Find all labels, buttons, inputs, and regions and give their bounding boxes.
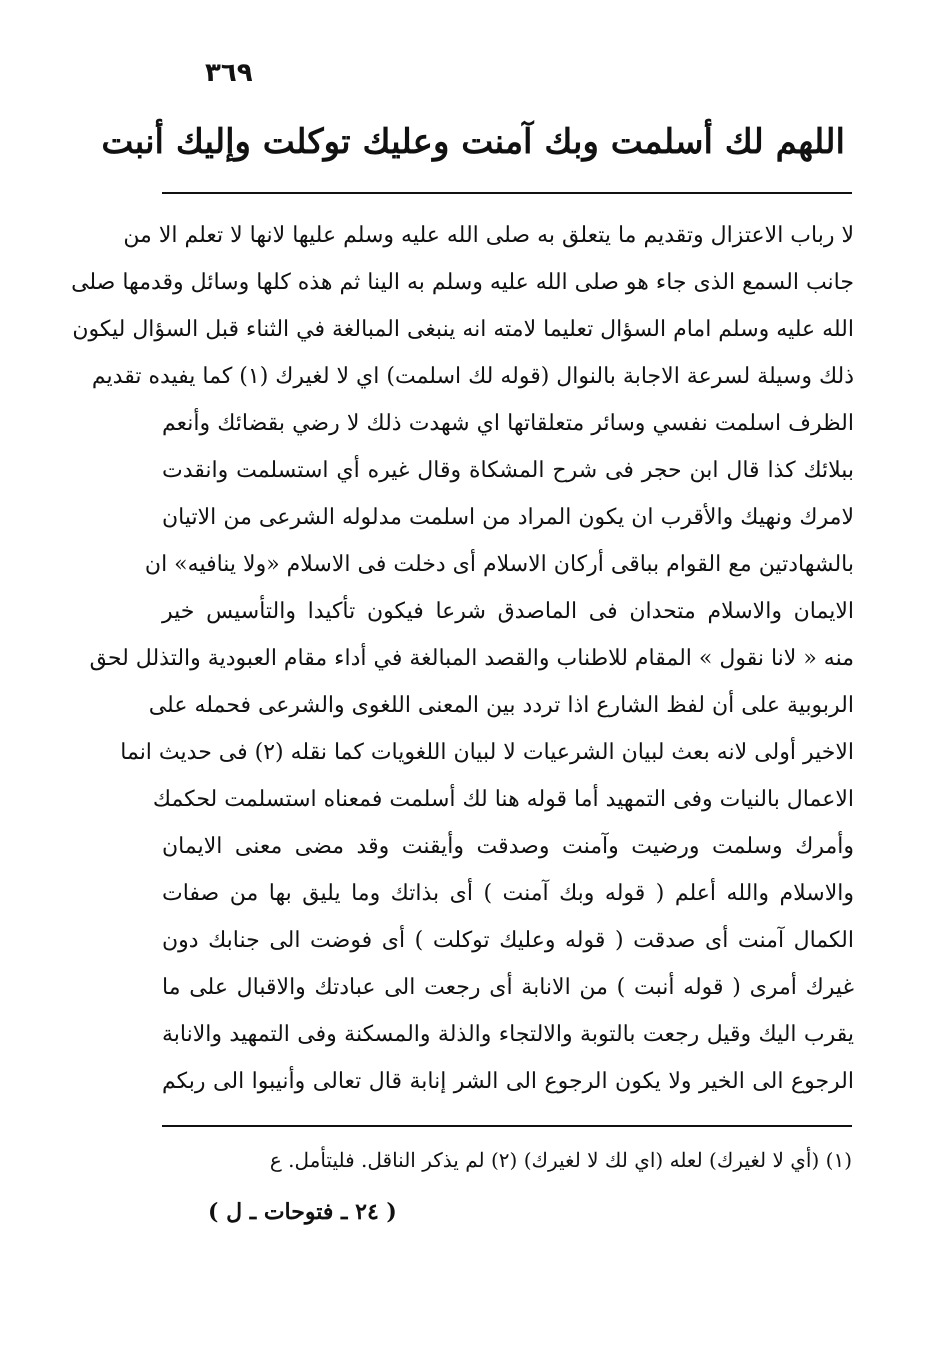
body-line: الاخير أولى لانه بعث لبيان الشرعيات لا لبيان اللغويات كما نقله (٢) فى حديث انما xyxy=(120,740,854,765)
footnote-divider xyxy=(162,1125,852,1127)
body-line: الظرف اسلمت نفسي وسائر متعلقاتها اي شهدت ذلك لا رضي بقضائك وأنعم xyxy=(162,411,854,436)
body-line: منه « لانا نقول » المقام للاطناب والقصد المبالغة في أداء مقام العبودية والتذلل لحق xyxy=(89,646,854,671)
body-line: الايمان والاسلام متحدان فى الماصدق شرعا فيكون تأكيدا والتأسيس خير xyxy=(162,599,854,624)
body-line: غيرك أمرى ( قوله أنبت ) من الانابة أى رجعت الى عبادتك والاقبال على ما xyxy=(162,975,854,1000)
body-line: ببلائك كذا قال ابن حجر فى شرح المشكاة وقال غيره أي استسلمت وانقدت xyxy=(162,458,854,483)
page-number: ٣٦٩ xyxy=(205,58,253,88)
footnote-text: (١) (أي لا لغيرك) لعله (اي لك لا لغيرك) (٢) لم يذكر الناقل. فليتأمل. ع xyxy=(269,1148,852,1172)
body-line: والاسلام والله أعلم ( قوله وبك آمنت ) أى بذاتك وما يليق بها من صفات xyxy=(162,881,854,906)
body-line: الاعمال بالنيات وفى التمهيد أما قوله هنا لك أسلمت فمعناه استسلمت لحكمك xyxy=(152,787,854,812)
body-line: جانب السمع الذى جاء هو صلى الله عليه وسلم به الينا ثم هذه كلها وسائل وقدمها صلى xyxy=(71,270,854,295)
body-line: وأمرك وسلمت ورضيت وآمنت وصدقت وأيقنت وقد مضى معنى الايمان xyxy=(162,834,854,859)
body-line: الرجوع الى الخير ولا يكون الرجوع الى الشر إنابة قال تعالى وأنيبوا الى ربكم xyxy=(162,1069,854,1094)
commentary-body xyxy=(71,212,854,1105)
body-line: لامرك ونهيك والأقرب ان يكون المراد من اسلمت مدلوله الشرعى من الاتيان xyxy=(162,505,854,530)
body-line: الكمال آمنت أى صدقت ( قوله وعليك توكلت ) أى فوضت الى جنابك دون xyxy=(162,928,854,953)
header-divider xyxy=(162,192,852,194)
body-line: ذلك وسيلة لسرعة الاجابة بالنوال (قوله لك اسلمت) اي لا لغيرك (١) كما يفيده تقديم xyxy=(91,364,854,389)
body-line: بالشهادتين مع القوام بباقى أركان الاسلام أى دخلت فى الاسلام «ولا ينافيه» ان xyxy=(144,552,854,577)
body-line: لا رباب الاعتزال وتقديم ما يتعلق به صلى الله عليه وسلم عليها لانها لا تعلم الا من xyxy=(123,223,854,248)
printer-signature: ( ٢٤ ـ فتوحات ـ ل ) xyxy=(208,1199,397,1225)
body-line: الربوبية على أن لفظ الشارع اذا تردد بين المعنى اللغوى والشرعى فحمله على xyxy=(148,693,854,718)
body-line: الله عليه وسلم امام السؤال تعليما لامته انه ينبغى المبالغة في الثناء قبل السؤال ليكون xyxy=(72,317,854,342)
header-hadith-text: اللهم لك أسلمت وبك آمنت وعليك توكلت وإليك أنبت xyxy=(101,122,845,162)
body-line: يقرب اليك وقيل رجعت بالتوبة والالتجاء والذلة والمسكنة وفى التمهيد والانابة xyxy=(162,1022,854,1047)
